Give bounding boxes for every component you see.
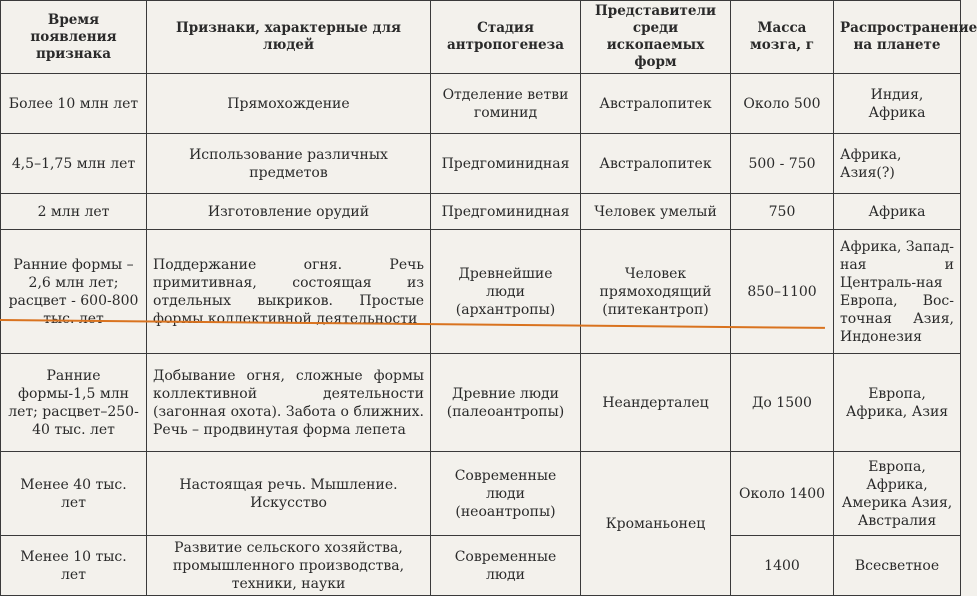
cell-spread: Африка, Азия(?) (834, 134, 961, 194)
cell-spread: Африка (834, 194, 961, 230)
cell-stage: Древнейшие люди (архантропы) (431, 230, 581, 354)
cell-stage: Предгоминидная (431, 194, 581, 230)
cell-time: Менее 40 тыс. лет (1, 452, 147, 536)
cell-spread: Индия, Африка (834, 74, 961, 134)
cell-representatives: Австралопитек (581, 74, 731, 134)
cell-spread: Европа, Африка, Америка Азия, Австралия (834, 452, 961, 536)
table-row (1, 194, 961, 230)
cell-brain-mass: 500 - 750 (731, 134, 834, 194)
cell-traits: Использование различных предметов (147, 134, 431, 194)
cell-stage: Современные люди (431, 536, 581, 596)
table-row (1, 536, 961, 596)
table-row (1, 74, 961, 134)
cell-stage: Предгоминидная (431, 134, 581, 194)
table-row (1, 354, 961, 452)
cell-stage: Отделение ветви гоминид (431, 74, 581, 134)
cell-traits: Добывание огня, сложные формы коллективной деятельности (загонная охота). Забота о ближних. Речь – продвинутая форма лепета (147, 354, 431, 452)
cell-spread: Европа, Африка, Азия (834, 354, 961, 452)
cell-brain-mass: 850–1100 (731, 230, 834, 354)
header-row (1, 1, 961, 74)
cell-time: Более 10 млн лет (1, 74, 147, 134)
cell-time: Ранние формы – 2,6 млн лет; расцвет - 600-800 тыс. лет (1, 230, 147, 354)
cell-time: 2 млн лет (1, 194, 147, 230)
cell-traits: Изготовление орудий (147, 194, 431, 230)
cell-representatives: Человек умелый (581, 194, 731, 230)
table-row (1, 230, 961, 354)
cell-stage: Современные люди (неоантропы) (431, 452, 581, 536)
cell-time: Менее 10 тыс. лет (1, 536, 147, 596)
cell-representatives: Австралопитек (581, 134, 731, 194)
cell-traits: Настоящая речь. Мышление. Искусство (147, 452, 431, 536)
header-brain-mass: Масса мозга, г (731, 1, 834, 74)
cell-brain-mass: 1400 (731, 536, 834, 596)
cell-representatives: Неандерталец (581, 354, 731, 452)
header-stage: Стадия антропогенеза (431, 1, 581, 74)
cell-brain-mass: До 1500 (731, 354, 834, 452)
header-time: Время появления признака (1, 1, 147, 74)
table-row (1, 452, 961, 536)
header-representatives: Представители среди ископаемых форм (581, 1, 731, 74)
cell-time: 4,5–1,75 млн лет (1, 134, 147, 194)
cell-brain-mass: 750 (731, 194, 834, 230)
header-spread: Распространение на планете (834, 1, 961, 74)
header-traits: Признаки, характерные для людей (147, 1, 431, 74)
cell-stage: Древние люди (палеоантропы) (431, 354, 581, 452)
cell-spread: Всесветное (834, 536, 961, 596)
table-row (1, 134, 961, 194)
cell-traits: Развитие сельского хозяйства, промышленного производства, техники, науки (147, 536, 431, 596)
cell-brain-mass: Около 1400 (731, 452, 834, 536)
cell-representatives: Человек прямоходящий (питекантроп) (581, 230, 731, 354)
cell-representatives: Кроманьонец (581, 452, 731, 596)
cell-traits: Поддержание огня. Речь примитивная, состоящая из отдельных выкриков. Простые формы коллективной деятельности (147, 230, 431, 354)
cell-spread: Африка, Запад-ная и Централь-ная Европа, Вос-точная Азия, Индонезия (834, 230, 961, 354)
cell-brain-mass: Около 500 (731, 74, 834, 134)
cell-traits: Прямохождение (147, 74, 431, 134)
cell-time: Ранние формы-1,5 млн лет; расцвет–250-40 тыс. лет (1, 354, 147, 452)
